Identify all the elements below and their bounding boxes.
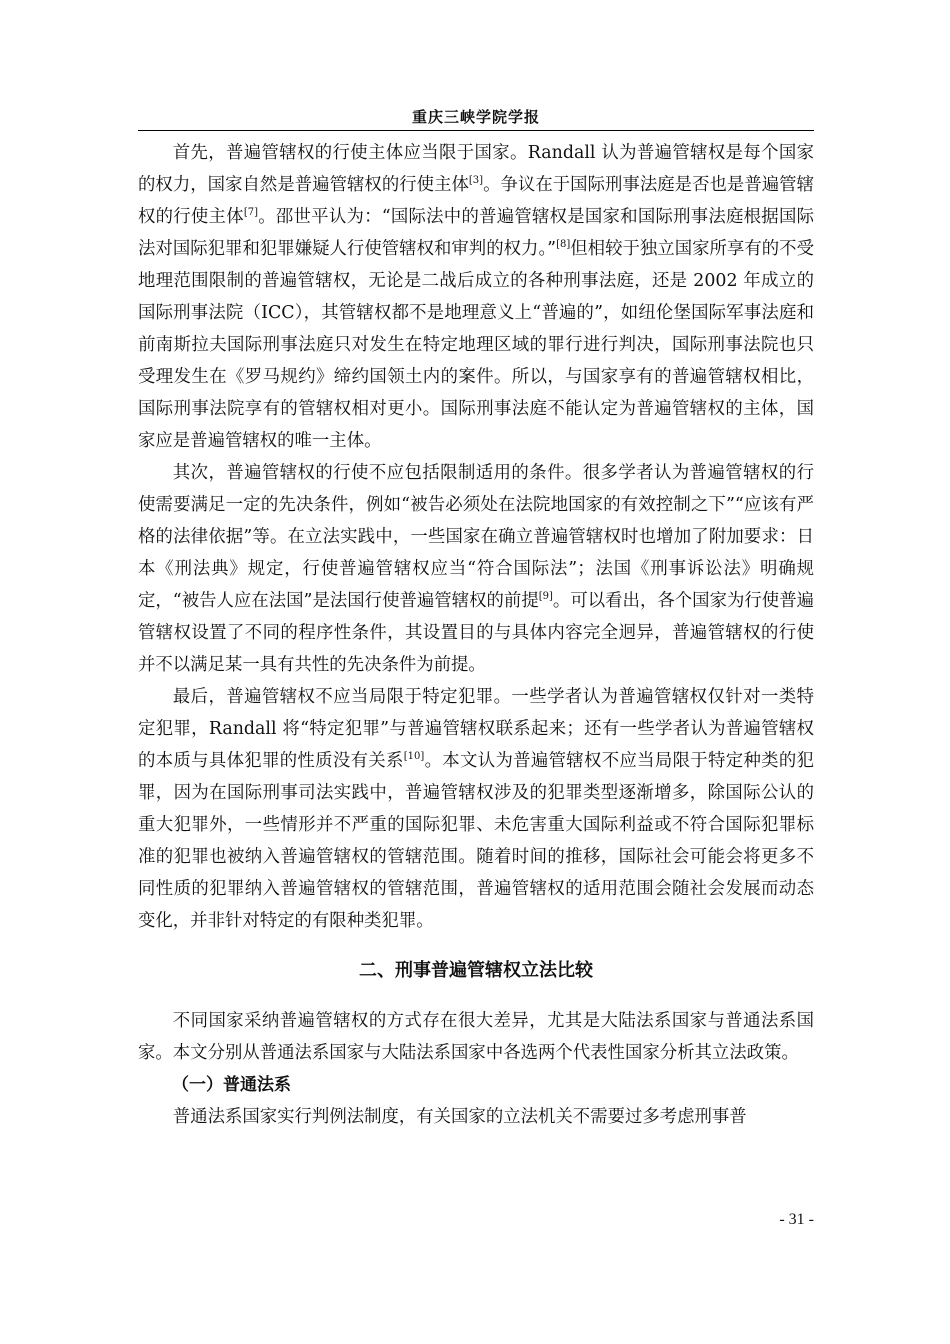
paragraph-3 — [138, 681, 814, 937]
subsection-heading: （一）普通法系 — [172, 1075, 291, 1095]
section-heading: 二、刑事普遍管辖权立法比较 — [359, 960, 593, 981]
paragraph-2-part-a: 其次，普遍管辖权的行使不应包括限制适用的条件。很多学者认为普遍管辖权的行使需要满足一定的先决条件，例如“被告必须处在法院地国家的有效控制之下”“应该有严格的法律依据”等。在立法实践中，一些国家在确立普遍管辖权时也增加了附加要求：日本《刑法典》规定，行使普遍管辖权应当“符合国际法”；法国《刑事诉讼法》明确规定，“被告人应在法国”是法国行使普遍管辖权的前提 — [138, 463, 814, 611]
paragraph-2-part-b: 。可以看出，各个国家为行使普遍管辖权设置了不同的程序性条件，其设置目的与具体内容完全迥异，普遍管辖权的行使并不以满足某一具有共性的先决条件为前提。 — [138, 591, 814, 675]
paragraph-3-part-a: 最后，普遍管辖权不应当局限于特定犯罪。一些学者认为普遍管辖权仅针对一类特定犯罪，Randall 将“特定犯罪”与普遍管辖权联系起来；还有一些学者认为普遍管辖权的本质与具体犯罪的性质没有关系 — [138, 687, 814, 771]
running-header: 重庆三峡学院学报 — [411, 108, 540, 126]
body-text — [138, 137, 814, 1133]
paragraph-3-part-b: 。本文认为普遍管辖权不应当局限于特定种类的犯罪，因为在国际刑事司法实践中，普遍管辖权涉及的犯罪类型逐渐增多，除国际公认的重大犯罪外，一些情形并不严重的国际犯罪、未危害重大国际利益或不符合国际犯罪标准的犯罪也被纳入普遍管辖权的管辖范围。随着时间的推移，国际社会可能会将更多不同性质的犯罪纳入普遍管辖权的管辖范围，普遍管辖权的适用范围会随社会发展而动态变化，并非针对特定的有限种类犯罪。 — [138, 751, 814, 931]
paragraph-5: 普通法系国家实行判例法制度，有关国家的立法机关不需要过多考虑刑事普 — [172, 1107, 747, 1127]
paragraph-1-part-b: 。争议在于国际刑事法庭是否也是普遍管辖权的行使主体 — [138, 175, 814, 227]
page-number: - 31 - — [779, 1211, 814, 1228]
header-rule — [138, 130, 814, 131]
citation-3: [3] — [468, 175, 484, 186]
citation-7: [7] — [243, 207, 259, 218]
paragraph-1-part-c: 。邵世平认为：“国际法中的普遍管辖权是国家和国际刑事法庭根据国际法对国际犯罪和犯罪嫌疑人行使管辖权和审判的权力。” — [138, 207, 814, 259]
paragraph-2 — [138, 457, 814, 681]
paragraph-1-part-a: 首先，普遍管辖权的行使主体应当限于国家。Randall 认为普遍管辖权是每个国家的权力，国家自然是普遍管辖权的行使主体 — [138, 143, 814, 195]
paragraph-4: 不同国家采纳普遍管辖权的方式存在很大差异，尤其是大陆法系国家与普通法系国家。本文分别从普通法系国家与大陆法系国家中各选两个代表性国家分析其立法政策。 — [138, 1011, 814, 1063]
citation-9: [9] — [538, 591, 553, 602]
citation-10: [10] — [403, 751, 425, 762]
citation-8: [8] — [556, 239, 571, 250]
paragraph-1-part-d: 但相较于独立国家所享有的不受地理范围限制的普遍管辖权，无论是二战后成立的各种刑事法庭，还是 2002 年成立的国际刑事法院（ICC），其管辖权都不是地理意义上“普遍的”，如纽伦堡国际军事法庭和前南斯拉夫国际刑事法庭只对发生在特定地理区域的罪行进行判决，国际刑事法院也只受理发生在《罗马规约》缔约国领土内的案件。所以，与国家享有的普遍管辖权相比，国际刑事法院享有的管辖权相对更小。国际刑事法庭不能认定为普遍管辖权的主体，国家应是普遍管辖权的唯一主体。 — [138, 239, 814, 451]
paragraph-1 — [138, 137, 814, 457]
